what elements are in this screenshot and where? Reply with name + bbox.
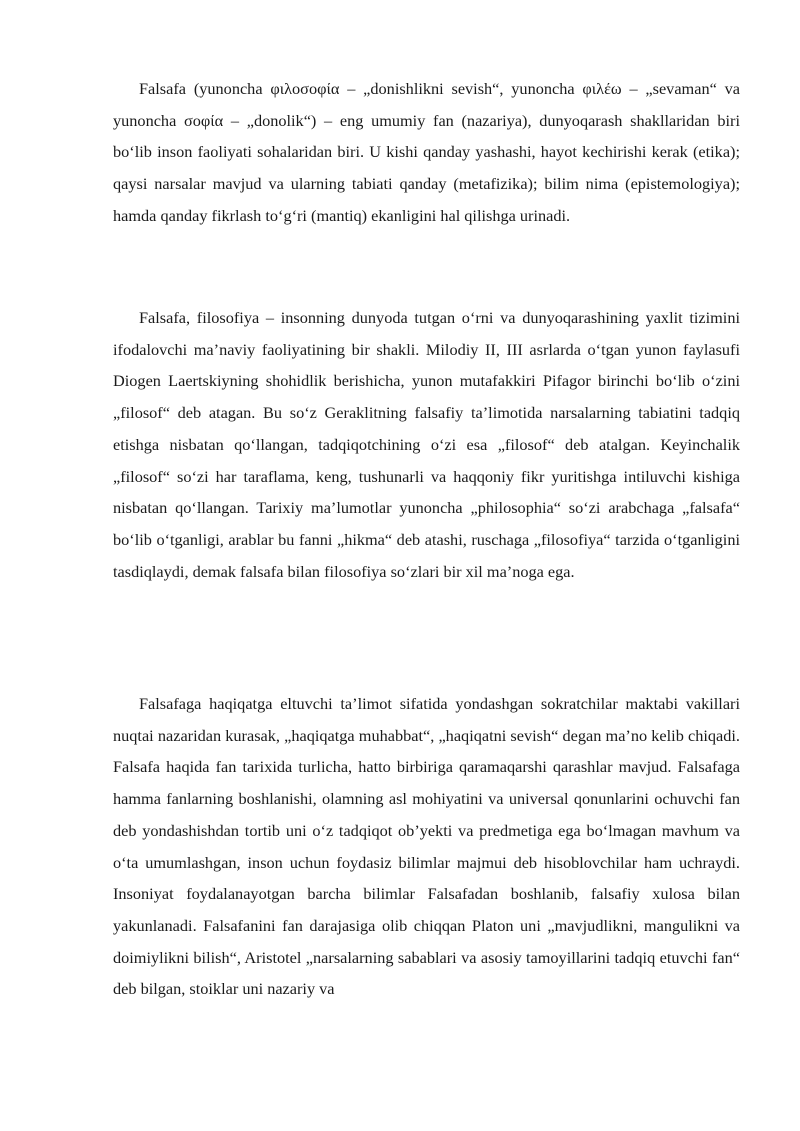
paragraph-2 [113, 302, 740, 587]
paragraph-1-text: Falsafa (yunoncha φιλοσοφία – „donishlikni sevish“, yunoncha φιλέω – „sevaman“ va yunoncha σοφία – „donolik“) – eng umumiy fan (nazariya), dunyoqarash shakllaridan biri bo‘lib inson faoliyati sohalaridan biri. U kishi qanday yashashi, hayot kechirishi kerak (etika); qaysi narsalar mavjud va ularning tabiati qanday (metafizika); bilim nima (epistemologiya); hamda qanday fikrlash to‘g‘ri (mantiq) ekanligini hal qilishga urinadi. [113, 79, 740, 225]
paragraph-3 [113, 688, 740, 1005]
paragraph-3-text: Falsafaga haqiqatga eltuvchi ta’limot sifatida yondashgan sokratchilar maktabi vakillari nuqtai nazaridan kurasak, „haqiqatga muhabbat“, „haqiqatni sevish“ degan ma’no kelib chiqadi. Falsafa haqida fan tarixida turlicha, hatto birbiriga qaramaqarshi qarashlar mavjud. Falsafaga hamma fanlarning boshlanishi, olamning asl mohiyatini va universal qonunlarini ochuvchi fan deb yondashishdan tortib uni o‘z tadqiqot ob’yekti va predmetiga ega bo‘lmagan mavhum va o‘ta umumlashgan, inson uchun foydasiz bilimlar majmui deb hisoblovchilar ham uchraydi. Insoniyat foydalanayotgan barcha bilimlar Falsafadan boshlanib, falsafiy xulosa bilan yakunlanadi. Falsafanini fan darajasiga olib chiqqan Platon uni „mavjudlikni, mangulikni va doimiylikni bilish“, Aristotel „narsalarning sabablari va asosiy tamoyillarini tadqiq etuvchi fan“ deb bilgan, stoiklar uni nazariy va [113, 694, 740, 999]
paragraph-1 [113, 73, 740, 232]
paragraph-2-text: Falsafa, filosofiya – insonning dunyoda tutgan o‘rni va dunyoqarashining yaxlit tizimini ifodalovchi ma’naviy faoliyatining bir shakli. Milodiy II, III asrlarda o‘tgan yunon faylasufi Diogen Laertskiyning shohidlik berishicha, yunon mutafakkiri Pifagor birinchi bo‘lib o‘zini „filosof“ deb atagan. Bu so‘z Geraklitning falsafiy ta’limotida narsalarning tabiatini tadqiq etishga nisbatan qo‘llangan, tadqiqotchining o‘zi esa „filosof“ deb atalgan. Keyinchalik „filosof“ so‘zi har taraflama, keng, tushunarli va haqqoniy fikr yuritishga intiluvchi kishiga nisbatan qo‘llangan. Tarixiy ma’lumotlar yunoncha „philosophia“ so‘zi arabchaga „falsafa“ bo‘lib o‘tganligi, arablar bu fanni „hikma“ deb atashi, ruschaga „filosofiya“ tarzida o‘tganligini tasdiqlaydi, demak falsafa bilan filosofiya so‘zlari bir xil ma’noga ega. [113, 308, 740, 581]
